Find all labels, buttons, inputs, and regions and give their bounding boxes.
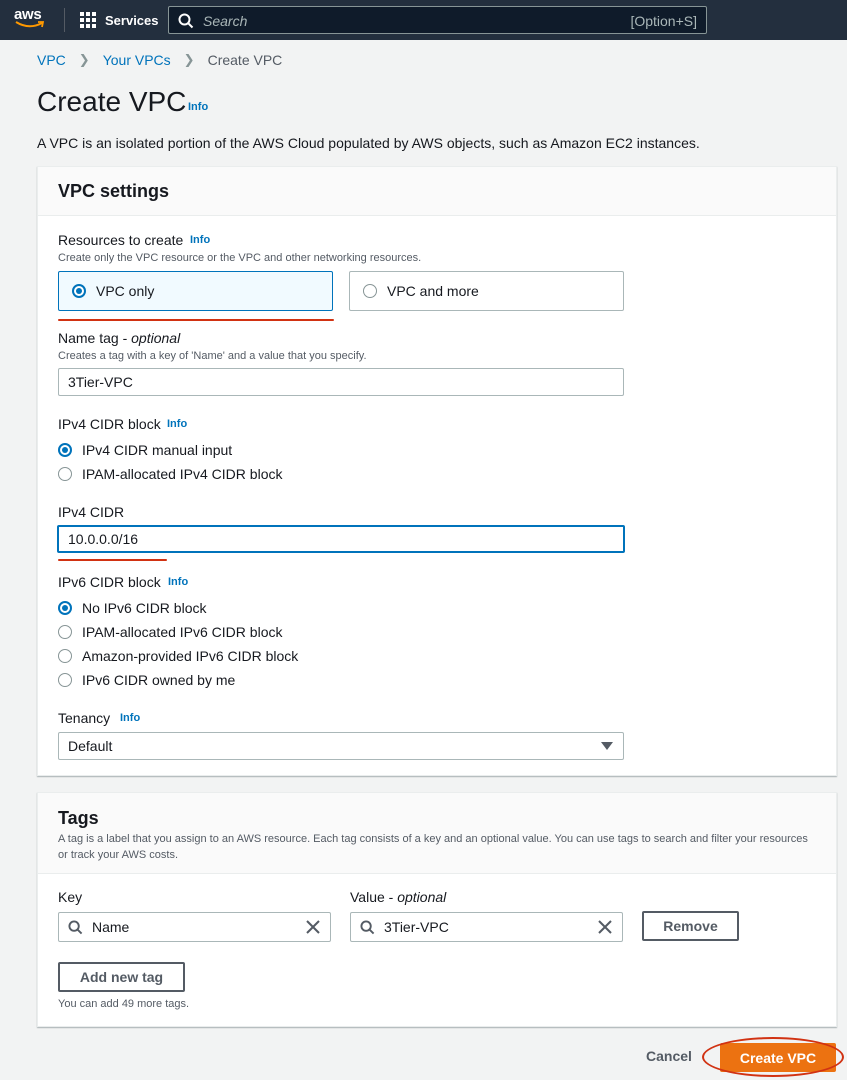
remove-tag-button[interactable]: Remove: [642, 911, 739, 941]
name-tag-label: Name tag - optional: [58, 330, 181, 346]
annotation-circle: [702, 1037, 844, 1077]
page-title: Create VPC: [37, 86, 187, 117]
annotation-underline: [58, 319, 334, 321]
ipv6-option-label: Amazon-provided IPv6 CIDR block: [82, 648, 299, 664]
search-shortcut-hint: [Option+S]: [630, 13, 697, 29]
resource-option-label: VPC and more: [387, 283, 479, 299]
ipv6-option-label: IPAM-allocated IPv6 CIDR block: [82, 624, 283, 640]
tenancy-label: Tenancy: [58, 710, 111, 726]
tag-value-input[interactable]: [350, 912, 623, 942]
resource-option-vpc-and-more[interactable]: [349, 271, 624, 311]
tags-header: [38, 793, 836, 874]
resources-info-link[interactable]: Info: [190, 234, 211, 246]
radio-unselected-icon: [58, 467, 72, 481]
ipv6-option-label: IPv6 CIDR owned by me: [82, 672, 236, 688]
nav-divider: [64, 8, 65, 32]
radio-selected-icon: [58, 443, 72, 457]
tag-value-label: Value - optional: [350, 889, 447, 905]
aws-logo-text: aws: [14, 6, 42, 23]
ipv4-block-info-link[interactable]: Info: [167, 418, 188, 430]
tags-panel: [37, 792, 837, 1027]
ipv4-option-manual[interactable]: [58, 441, 232, 459]
ipv4-option-label: IPAM-allocated IPv4 CIDR block: [82, 466, 283, 482]
resource-option-vpc-only[interactable]: [58, 271, 333, 311]
ipv4-option-ipam[interactable]: [58, 465, 282, 483]
ipv6-option-ipam[interactable]: [58, 623, 282, 641]
breadcrumb: [37, 51, 282, 69]
radio-unselected-icon: [363, 284, 377, 298]
vpc-settings-header: [38, 167, 836, 216]
tags-title: Tags: [58, 808, 99, 828]
ipv6-block-info-link[interactable]: Info: [168, 576, 189, 588]
annotation-underline: [58, 559, 167, 561]
radio-unselected-icon: [58, 673, 72, 687]
tenancy-select[interactable]: [58, 732, 624, 760]
breadcrumb-vpc-link[interactable]: VPC: [37, 52, 66, 68]
breadcrumb-your-vpcs-link[interactable]: Your VPCs: [102, 52, 171, 68]
tag-value-value: 3Tier-VPC: [384, 919, 449, 935]
name-tag-input[interactable]: 3Tier-VPC: [58, 368, 624, 396]
aws-logo[interactable]: [14, 6, 48, 32]
services-label: Services: [105, 12, 159, 28]
cancel-button[interactable]: Cancel: [646, 1048, 692, 1064]
page-description: A VPC is an isolated portion of the AWS Cloud populated by AWS objects, such as Amazon EC2 instances.: [37, 135, 700, 151]
ipv4-block-label: IPv4 CIDR block: [58, 416, 161, 432]
ipv6-option-label: No IPv6 CIDR block: [82, 600, 207, 616]
search-icon: [360, 920, 375, 935]
chevron-right-icon: ❯: [183, 52, 195, 67]
ipv6-option-none[interactable]: [58, 599, 206, 617]
title-info-link[interactable]: Info: [188, 101, 209, 113]
resources-description: Create only the VPC resource or the VPC and other networking resources.: [58, 252, 422, 264]
ipv4-cidr-input[interactable]: 10.0.0.0/16: [57, 525, 625, 553]
name-tag-description: Creates a tag with a key of 'Name' and a value that you specify.: [58, 350, 367, 362]
services-menu-button[interactable]: [80, 11, 159, 29]
tag-key-input[interactable]: [58, 912, 331, 942]
tenancy-info-link[interactable]: Info: [120, 712, 141, 724]
radio-selected-icon: [72, 284, 86, 298]
services-grid-icon: [80, 12, 96, 28]
tags-remaining-hint: You can add 49 more tags.: [58, 998, 190, 1010]
resource-option-label: VPC only: [96, 283, 155, 299]
caret-down-icon: [601, 742, 613, 750]
radio-selected-icon: [58, 601, 72, 615]
create-vpc-button[interactable]: Create VPC: [720, 1043, 836, 1072]
search-icon: [178, 13, 194, 29]
aws-smile-icon: [15, 20, 45, 30]
search-icon: [68, 920, 83, 935]
breadcrumb-current: Create VPC: [207, 52, 283, 68]
vpc-settings-title: VPC settings: [58, 181, 170, 201]
search-placeholder: Search: [203, 13, 248, 29]
tag-key-label: Key: [58, 889, 83, 905]
tag-key-value: Name: [92, 919, 130, 935]
ipv6-block-label: IPv6 CIDR block: [58, 574, 161, 590]
tags-description: A tag is a label that you assign to an AWS resource. Each tag consists of a key and an optional value. You can use tags to search and filter your resources or track your AWS costs.: [58, 833, 808, 861]
chevron-right-icon: ❯: [78, 52, 90, 67]
add-new-tag-button[interactable]: Add new tag: [58, 962, 185, 992]
resources-label: Resources to create: [58, 232, 184, 248]
top-navigation-bar: [0, 0, 847, 40]
ipv6-option-amazon[interactable]: [58, 647, 298, 665]
radio-unselected-icon: [58, 625, 72, 639]
clear-icon[interactable]: [306, 920, 320, 934]
ipv4-cidr-label: IPv4 CIDR: [58, 504, 125, 520]
global-search-input[interactable]: [168, 6, 707, 34]
tenancy-selected-value: Default: [68, 738, 113, 754]
ipv4-option-label: IPv4 CIDR manual input: [82, 442, 233, 458]
ipv6-option-owned[interactable]: [58, 671, 235, 689]
vpc-settings-panel: [37, 166, 837, 776]
radio-unselected-icon: [58, 649, 72, 663]
clear-icon[interactable]: [598, 920, 612, 934]
